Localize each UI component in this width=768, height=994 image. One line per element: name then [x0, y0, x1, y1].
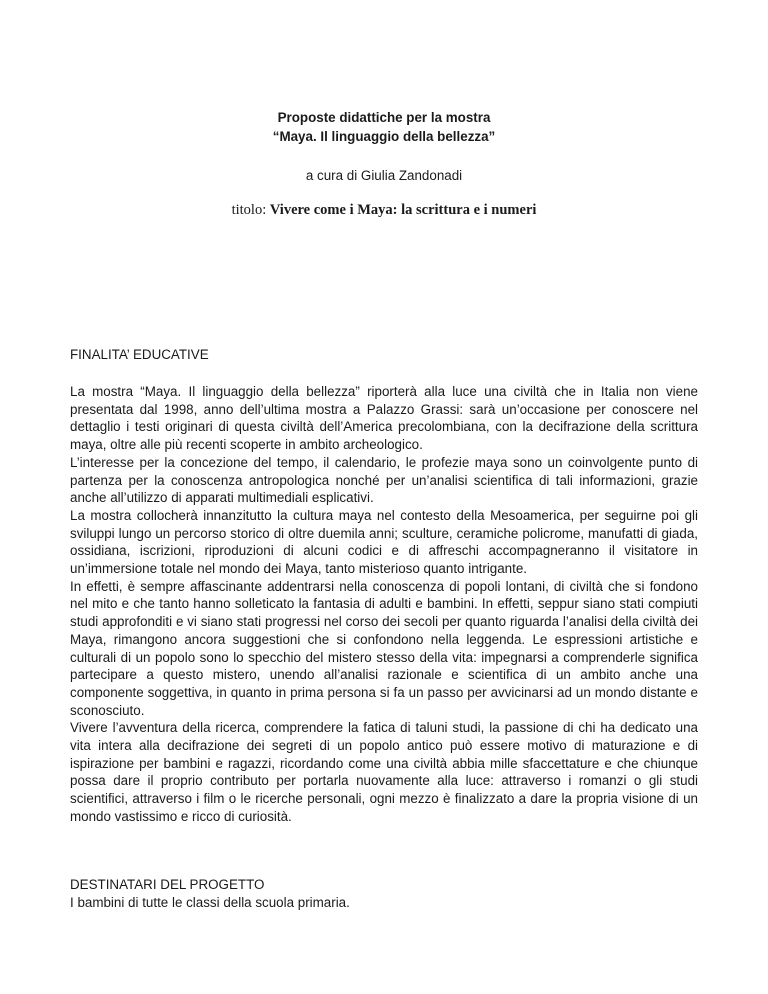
section-body-destinatari	[70, 894, 698, 912]
paragraph: L’interesse per la concezione del tempo, il calendario, le profezie maya sono un coinvolgente punto di partenza per la conoscenza antropologica nonché per un’analisi scientifica di tali informazioni, grazie anche all’utilizzo di apparati multimediali esplicativi.	[70, 454, 698, 506]
subtitle-line	[0, 200, 768, 220]
paragraph: La mostra “Maya. Il linguaggio della bellezza” riporterà alla luce una civiltà che in Italia non viene presentata dal 1998, anno dell’ultima mostra a Palazzo Grassi: sarà un’occasione per conoscere nel dettaglio i testi originari di questa civiltà dell’America precolombiana, con la decifrazione della scrittura maya, oltre alle più recenti scoperte in ambito archeologico.	[70, 384, 698, 453]
section-destinatari	[70, 876, 698, 912]
document-header	[0, 108, 768, 220]
paragraph: In effetti, è sempre affascinante addentrarsi nella conoscenza di popoli lontani, di civiltà che si fondono nel mito e che tanto hanno solleticato la fantasia di adulti e bambini. In effetti, seppur siano stati compiuti studi approfonditi e vi siano stati progressi nel corso dei secoli per quanto riguarda l’analisi della civiltà dei Maya, rimangono ancora suggestioni che si confondono nella leggenda. Le espressioni artistiche e culturali di un popolo sono lo specchio del mistero stesso della vita: impegnarsi a comprenderle significa partecipare a questo mistero, unendo all’analisi razionale e scientifica di un ambito anche una componente soggettiva, in quanto in prima persona si fa un passo per avvicinarsi ad un mondo distante e sconosciuto.	[70, 578, 698, 718]
section-finalita-educative	[70, 346, 698, 826]
paragraph: Vivere l’avventura della ricerca, comprendere la fatica di taluni studi, la passione di chi ha dedicato una vita intera alla decifrazione dei segreti di un popolo antico può essere motivo di maturazione e di ispirazione per bambini e ragazzi, ricordando come una civiltà abbia mille sfaccettature e che chiunque possa dare il proprio contributo per portarla nuovamente alla luce: attraverso i romanzi o gli studi scientifici, attraverso i film o le ricerche personali, ogni mezzo è finalizzato a dare la propria visione di un mondo vastissimo e ricco di curiosità.	[70, 720, 698, 824]
paragraph: I bambini di tutte le classi della scuola primaria.	[70, 895, 350, 910]
subtitle-value: Vivere come i Maya: la scrittura e i numeri	[269, 202, 537, 218]
document-title-line-2: “Maya. Il linguaggio della bellezza”	[272, 129, 496, 144]
curator-line: a cura di Giulia Zandonadi	[305, 168, 463, 183]
document-title-line-1: Proposte didattiche per la mostra	[277, 110, 491, 125]
subtitle-prefix: titolo:	[231, 202, 270, 218]
section-body-finalita	[70, 383, 698, 826]
section-heading-finalita: FINALITA’ EDUCATIVE	[70, 347, 209, 362]
paragraph: La mostra collocherà innanzitutto la cultura maya nel contesto della Mesoamerica, per seguirne poi gli sviluppi lungo un percorso storico di oltre duemila anni; sculture, ceramiche policrome, manufatti di giada, ossidiana, iscrizioni, riproduzioni di alcuni codici e di affreschi accompagneranno il visitatore in un’immersione totale nel mondo dei Maya, tanto misterioso quanto intrigante.	[70, 507, 698, 577]
section-heading-destinatari: DESTINATARI DEL PROGETTO	[70, 877, 265, 892]
